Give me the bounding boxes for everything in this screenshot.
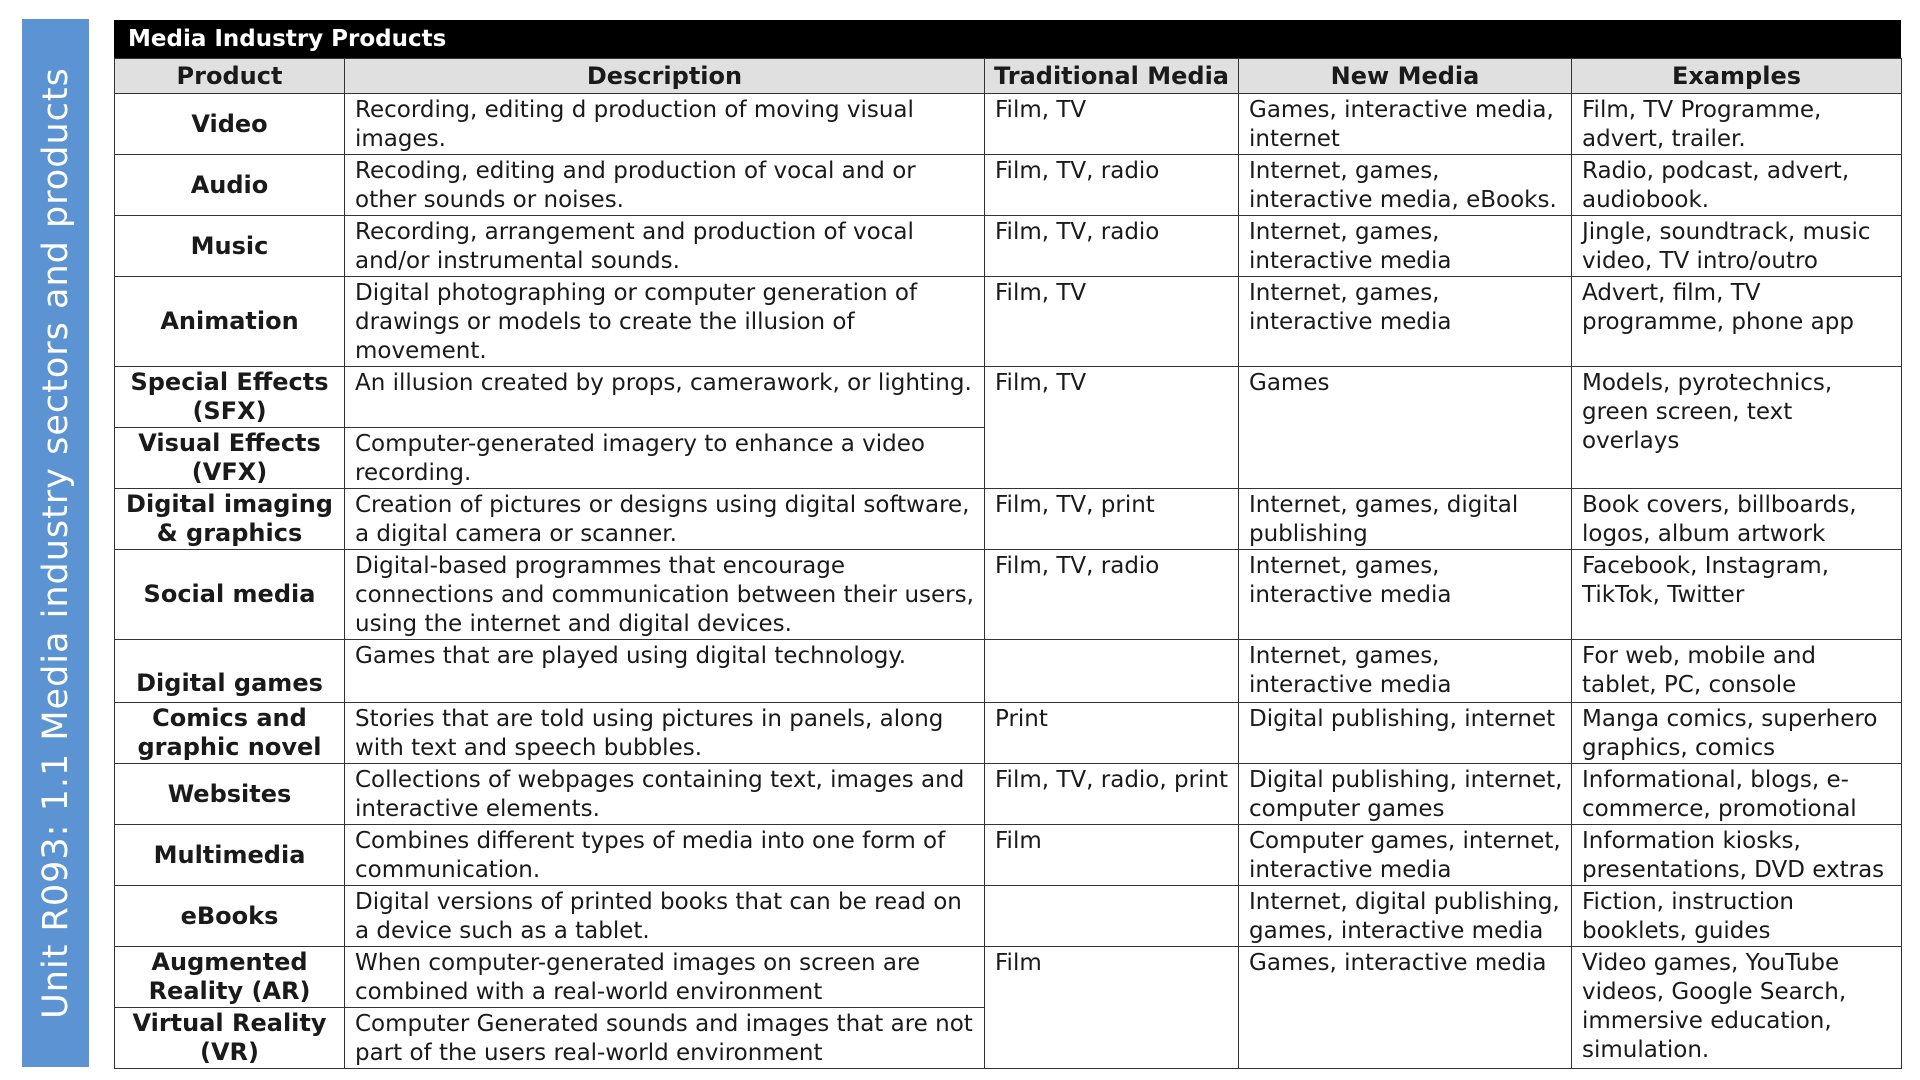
new-media-cell: Internet, games, interactive media xyxy=(1239,550,1572,640)
product-cell: Video xyxy=(115,94,345,155)
table-row xyxy=(115,155,1902,216)
traditional-media-cell: Film, TV, radio xyxy=(985,155,1239,216)
table-row xyxy=(115,550,1902,640)
table-title: Media Industry Products xyxy=(114,20,1901,58)
new-media-cell: Internet, games, interactive media xyxy=(1239,640,1572,703)
product-cell: Digital imaging & graphics xyxy=(115,489,345,550)
new-media-cell: Internet, games, interactive media xyxy=(1239,277,1572,367)
media-products-table xyxy=(114,20,1901,1069)
examples-cell: Models, pyrotechnics, green screen, text overlays xyxy=(1572,367,1902,489)
product-cell: Social media xyxy=(115,550,345,640)
table-row xyxy=(115,640,1902,703)
traditional-media-cell: Film xyxy=(985,825,1239,886)
description-cell: Combines different types of media into one form of communication. xyxy=(345,825,985,886)
new-media-cell: Internet, games, digital publishing xyxy=(1239,489,1572,550)
product-cell: Digital games xyxy=(115,640,345,703)
examples-cell: Information kiosks, presentations, DVD extras xyxy=(1572,825,1902,886)
header-row xyxy=(115,59,1902,94)
table-row xyxy=(115,703,1902,764)
traditional-media-cell xyxy=(985,886,1239,947)
description-cell: An illusion created by props, camerawork, or lighting. xyxy=(345,367,985,428)
product-cell: Music xyxy=(115,216,345,277)
traditional-media-cell xyxy=(985,640,1239,703)
product-cell: eBooks xyxy=(115,886,345,947)
examples-cell: Informational, blogs, e-commerce, promotional xyxy=(1572,764,1902,825)
header-examples: Examples xyxy=(1572,59,1902,94)
description-cell: When computer-generated images on screen are combined with a real-world environment xyxy=(345,947,985,1008)
examples-cell: Film, TV Programme, advert, trailer. xyxy=(1572,94,1902,155)
traditional-media-cell: Film, TV, print xyxy=(985,489,1239,550)
table-row xyxy=(115,947,1902,1008)
side-banner-title: Unit R093: 1.1 Media industry sectors and products xyxy=(35,67,76,1019)
table-row xyxy=(115,764,1902,825)
description-cell: Digital photographing or computer generation of drawings or models to create the illusion of movement. xyxy=(345,277,985,367)
description-cell: Games that are played using digital technology. xyxy=(345,640,985,703)
product-cell: Visual Effects (VFX) xyxy=(115,428,345,489)
examples-cell: Radio, podcast, advert, audiobook. xyxy=(1572,155,1902,216)
product-cell: Animation xyxy=(115,277,345,367)
table-row xyxy=(115,94,1902,155)
description-cell: Digital-based programmes that encourage connections and communication between their users, using the internet and digital devices. xyxy=(345,550,985,640)
side-banner xyxy=(22,19,89,1067)
product-cell: Comics and graphic novel xyxy=(115,703,345,764)
description-cell: Creation of pictures or designs using digital software, a digital camera or scanner. xyxy=(345,489,985,550)
traditional-media-cell: Film, TV xyxy=(985,94,1239,155)
description-cell: Recording, arrangement and production of vocal and/or instrumental sounds. xyxy=(345,216,985,277)
header-description: Description xyxy=(345,59,985,94)
description-cell: Digital versions of printed books that can be read on a device such as a tablet. xyxy=(345,886,985,947)
examples-cell: Jingle, soundtrack, music video, TV intro/outro xyxy=(1572,216,1902,277)
table-row xyxy=(115,277,1902,367)
description-cell: Collections of webpages containing text, images and interactive elements. xyxy=(345,764,985,825)
product-cell: Websites xyxy=(115,764,345,825)
description-cell: Recoding, editing and production of vocal and or other sounds or noises. xyxy=(345,155,985,216)
product-cell: Audio xyxy=(115,155,345,216)
examples-cell: Facebook, Instagram, TikTok, Twitter xyxy=(1572,550,1902,640)
examples-cell: Video games, YouTube videos, Google Search, immersive education, simulation. xyxy=(1572,947,1902,1069)
table-row xyxy=(115,886,1902,947)
header-new-media: New Media xyxy=(1239,59,1572,94)
product-cell: Augmented Reality (AR) xyxy=(115,947,345,1008)
table-row xyxy=(115,825,1902,886)
header-product: Product xyxy=(115,59,345,94)
new-media-cell: Games xyxy=(1239,367,1572,489)
table-row xyxy=(115,489,1902,550)
examples-cell: Fiction, instruction booklets, guides xyxy=(1572,886,1902,947)
header-traditional-media: Traditional Media xyxy=(985,59,1239,94)
traditional-media-cell: Print xyxy=(985,703,1239,764)
description-cell: Stories that are told using pictures in panels, along with text and speech bubbles. xyxy=(345,703,985,764)
traditional-media-cell: Film, TV, radio, print xyxy=(985,764,1239,825)
new-media-cell: Games, interactive media, internet xyxy=(1239,94,1572,155)
new-media-cell: Internet, games, interactive media xyxy=(1239,216,1572,277)
product-cell: Virtual Reality (VR) xyxy=(115,1008,345,1069)
description-cell: Recording, editing d production of moving visual images. xyxy=(345,94,985,155)
examples-cell: Advert, film, TV programme, phone app xyxy=(1572,277,1902,367)
examples-cell: Manga comics, superhero graphics, comics xyxy=(1572,703,1902,764)
products-grid xyxy=(114,58,1902,1069)
new-media-cell: Computer games, internet, interactive media xyxy=(1239,825,1572,886)
traditional-media-cell: Film, TV xyxy=(985,367,1239,489)
new-media-cell: Digital publishing, internet xyxy=(1239,703,1572,764)
traditional-media-cell: Film, TV, radio xyxy=(985,216,1239,277)
traditional-media-cell: Film, TV xyxy=(985,277,1239,367)
product-cell: Special Effects (SFX) xyxy=(115,367,345,428)
new-media-cell: Games, interactive media xyxy=(1239,947,1572,1069)
traditional-media-cell: Film xyxy=(985,947,1239,1069)
traditional-media-cell: Film, TV, radio xyxy=(985,550,1239,640)
table-row xyxy=(115,216,1902,277)
examples-cell: For web, mobile and tablet, PC, console xyxy=(1572,640,1902,703)
new-media-cell: Internet, digital publishing, games, interactive media xyxy=(1239,886,1572,947)
description-cell: Computer Generated sounds and images that are not part of the users real-world environment xyxy=(345,1008,985,1069)
product-cell: Multimedia xyxy=(115,825,345,886)
new-media-cell: Digital publishing, internet, computer games xyxy=(1239,764,1572,825)
description-cell: Computer-generated imagery to enhance a video recording. xyxy=(345,428,985,489)
new-media-cell: Internet, games, interactive media, eBooks. xyxy=(1239,155,1572,216)
table-row xyxy=(115,367,1902,428)
examples-cell: Book covers, billboards, logos, album artwork xyxy=(1572,489,1902,550)
